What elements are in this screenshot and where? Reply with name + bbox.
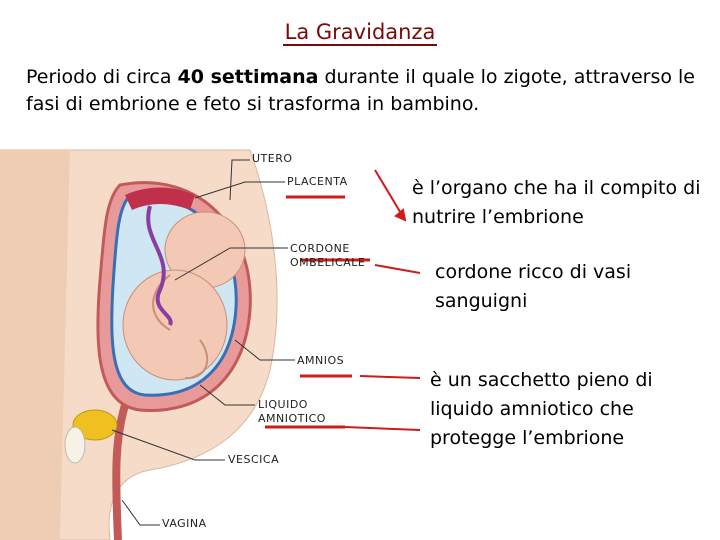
label-vagina: VAGINA — [162, 517, 207, 530]
skin-shadow — [0, 150, 70, 540]
leader-vagina — [122, 500, 160, 525]
arrow-liquido-to-desc — [345, 427, 420, 430]
label-liquido-2: AMNIOTICO — [258, 412, 326, 425]
intro-bold: 40 settimana — [177, 66, 319, 88]
pregnancy-anatomy-illustration — [0, 140, 420, 540]
fetus-body — [123, 270, 227, 380]
description-placenta: è l’organo che ha il compito di nutrire l’embrione — [412, 177, 701, 228]
intro-before: Periodo di circa — [26, 66, 178, 88]
label-utero: UTERO — [252, 152, 293, 165]
pubic-bone — [65, 427, 85, 463]
label-liquido-1: LIQUIDO — [258, 398, 308, 411]
arrow-cordone-to-desc — [375, 265, 420, 273]
label-amnios: AMNIOS — [297, 354, 345, 367]
label-cordone-2: OMBELICALE — [290, 256, 366, 269]
intro-after: durante il quale lo zigote, attraverso le fasi di embrione e feto si trasforma in bambino. — [26, 66, 695, 115]
arrow-head-1 — [396, 210, 405, 220]
label-vescica: VESCICA — [228, 453, 280, 466]
label-cordone-1: CORDONE — [290, 242, 350, 255]
description-cordone: cordone ricco di vasi sanguigni — [435, 261, 632, 312]
intro-text — [26, 64, 716, 118]
description-amnios: è un sacchetto pieno di liquido amniotico che protegge l’embrione — [430, 369, 653, 449]
label-placenta: PLACENTA — [287, 175, 348, 188]
page-title: La Gravidanza — [284, 20, 436, 44]
arrow-amnios-to-desc — [360, 376, 420, 378]
